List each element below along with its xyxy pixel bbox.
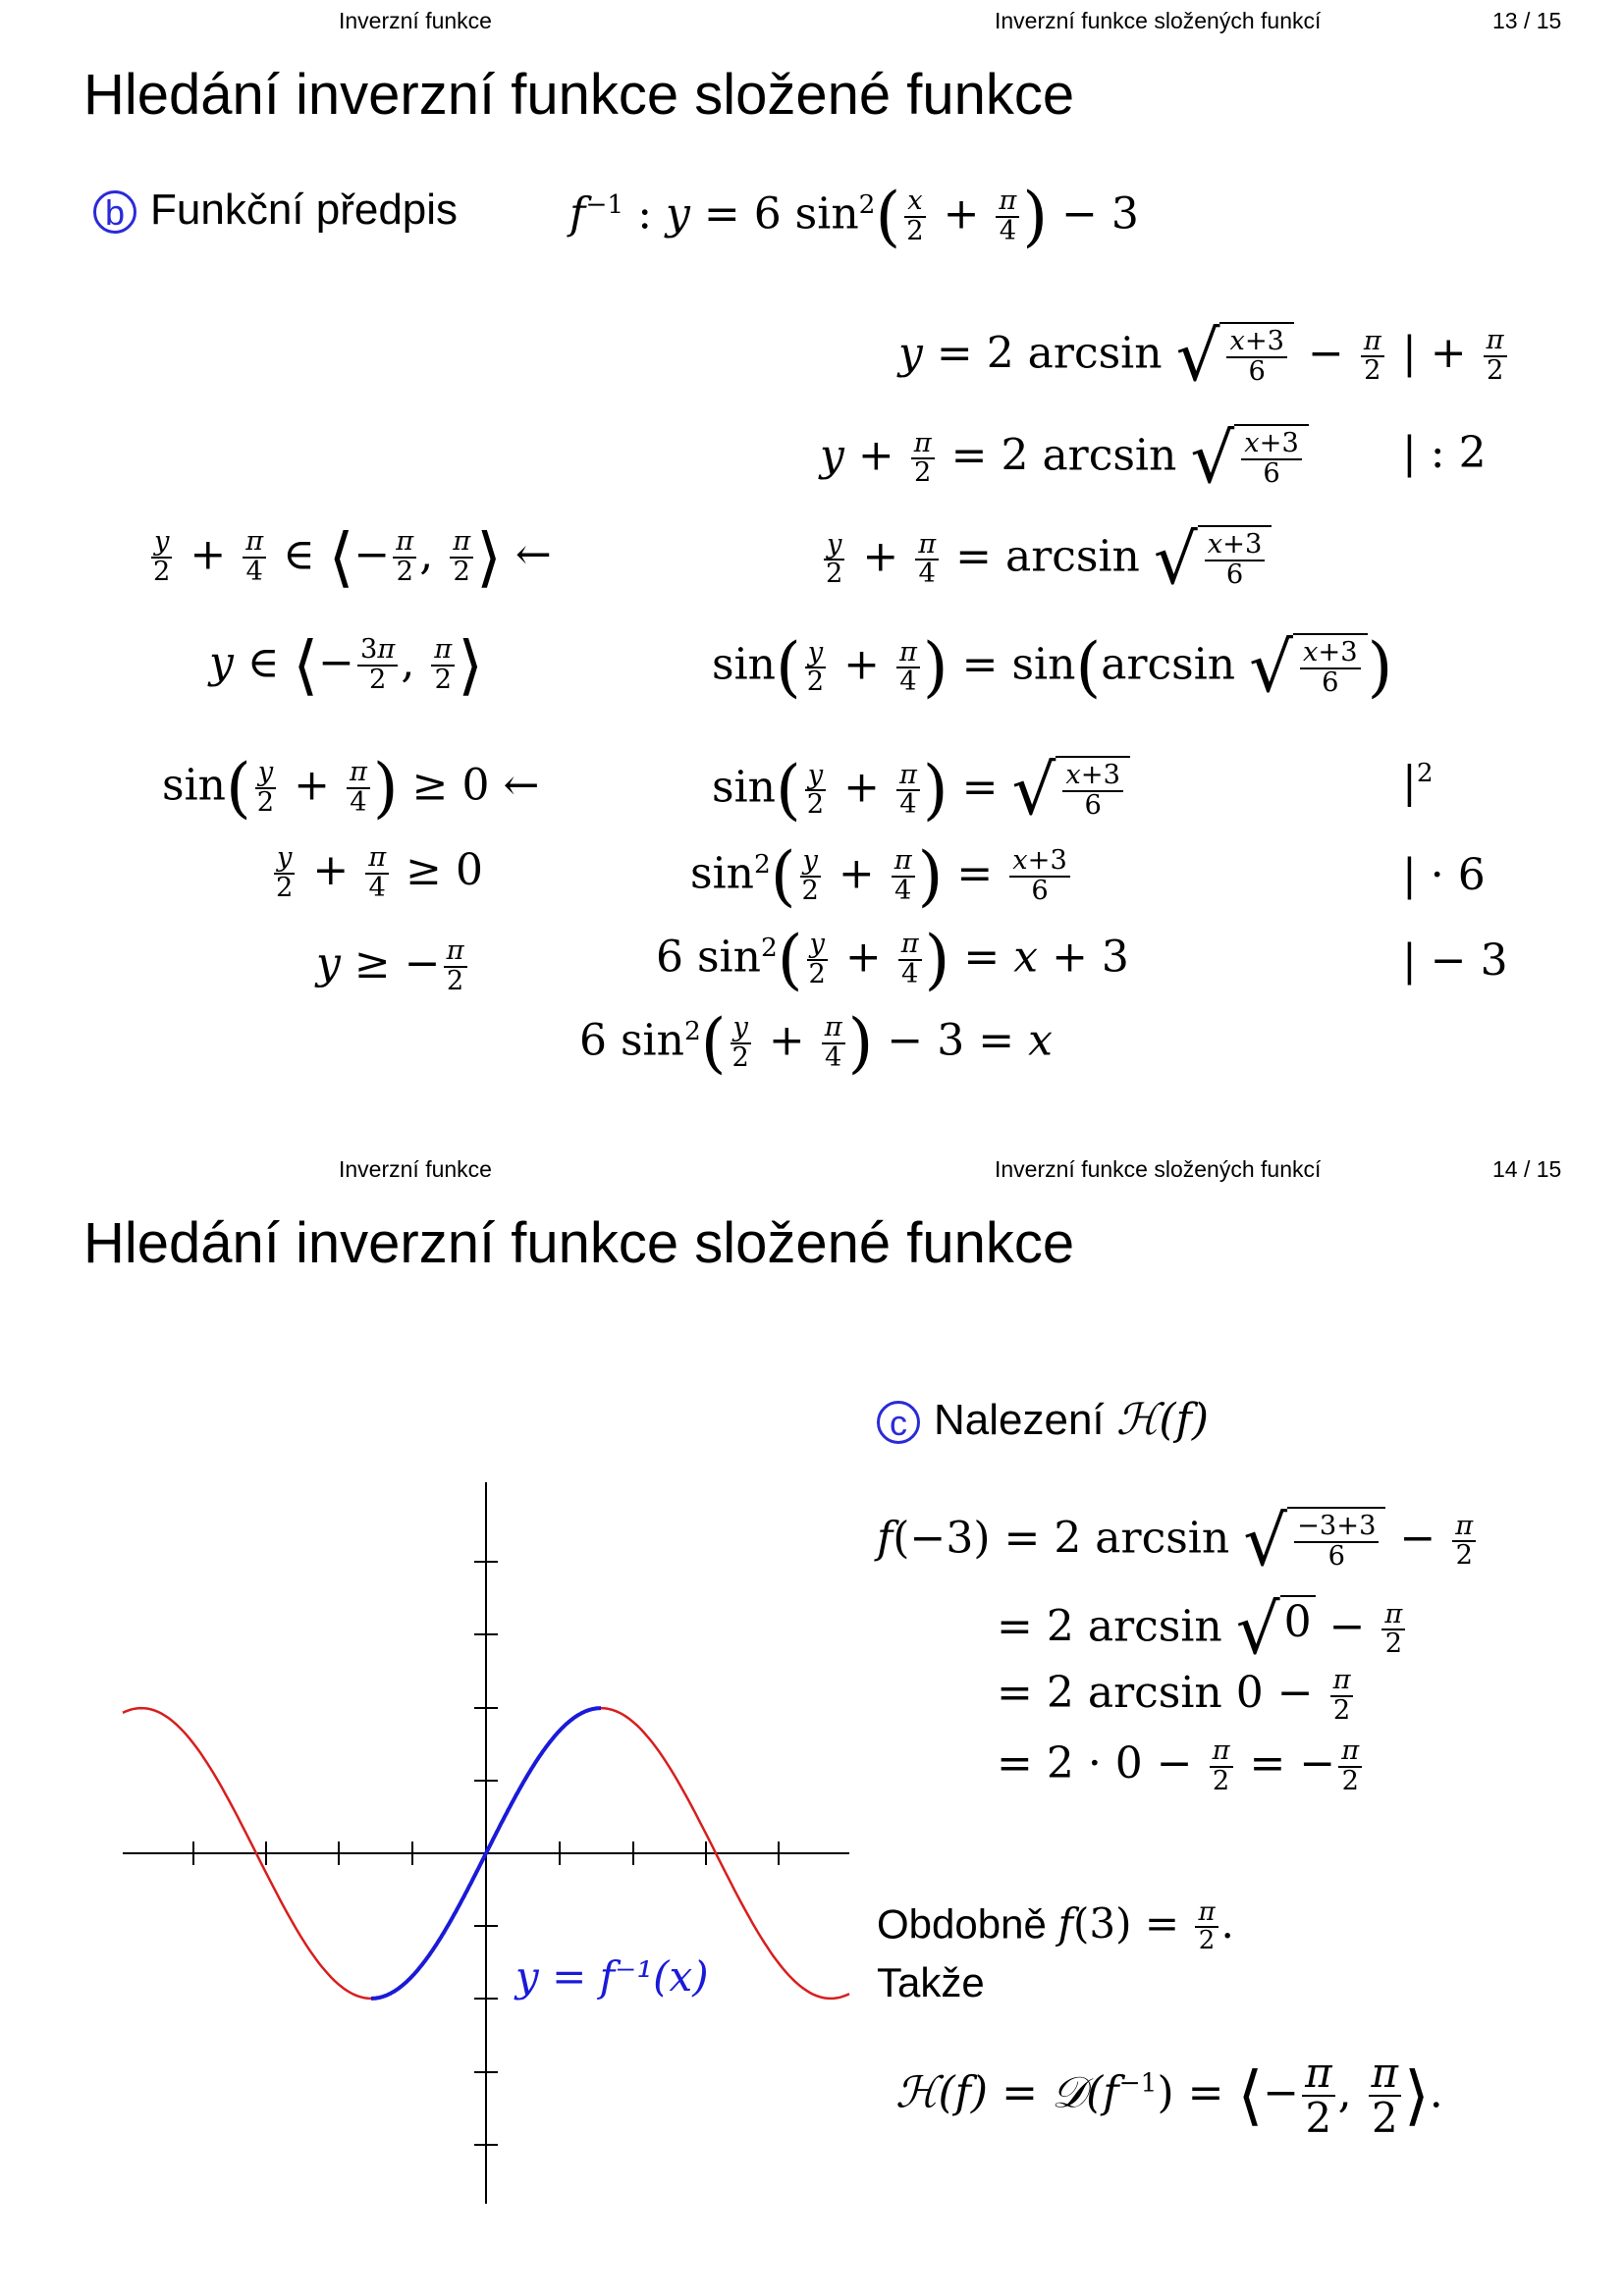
subtitle-b (93, 188, 458, 234)
marker-c-icon: c (877, 1401, 920, 1444)
eq-row-7: 6 $\sin^2$( $\frac{y}{2}$ + $\frac{\pi}{4}$ ) = x + 3 (656, 922, 1129, 997)
eq-row-2: y + $\frac{\pi}{2}$ = 2 arcsin √ $\frac{x+3}{6}$ (820, 424, 1309, 493)
sine-graph (113, 1472, 859, 2209)
subtitle-label: Nalezení (934, 1396, 1105, 1444)
calc-row-1: f(−3) = 2 arcsin √ $\frac{-3+3}{6}$ − $\frac{\pi}{2}$ (877, 1507, 1479, 1575)
plot-label: y = f⁻¹(x) (515, 1952, 709, 2001)
op-row-5: $|^2$ (1402, 757, 1434, 808)
op-row-2: | : 2 (1402, 428, 1487, 478)
eq-row-6: $\sin^2$( $\frac{y}{2}$ + $\frac{\pi}{4}$ ) = $\frac{x+3}{6}$ (690, 844, 1073, 909)
similarly-label: Obdobně (877, 1900, 1047, 1948)
subtitle-label: Funkční předpis (150, 186, 459, 234)
similarly-line: Obdobně f(3) = $\frac{\pi}{2}$ . (877, 1897, 1234, 1956)
eq-row-5: sin( $\frac{y}{2}$ + $\frac{\pi}{4}$ ) = √ $\frac{x+3}{6}$ (712, 756, 1130, 825)
slide-14 (0, 1148, 1624, 2296)
header-page-number: 13 / 15 (1492, 8, 1562, 33)
cond-row-2: y ∈ ⟨− $\frac{3\pi}{2}$ , $\frac{\pi}{2}$ ⟩ (209, 627, 483, 703)
slide-title: Hledání inverzní funkce složené funkce (83, 63, 1075, 127)
marker-b-icon: b (93, 190, 136, 234)
eq-row-1: y = 2 arcsin √ $\frac{x+3}{6}$ − $\frac{\pi}{2}$ (898, 322, 1387, 391)
cond-row-1: $\frac{y}{2}$ + $\frac{\pi}{4}$ ∈ ⟨− $\frac{\pi}{2}$ , $\frac{\pi}{2}$ ⟩ ← (147, 525, 552, 590)
cond-row-5: y ≥ − $\frac{\pi}{2}$ (316, 937, 470, 995)
calc-row-3: = 2 arcsin 0 − $\frac{\pi}{2}$ (997, 1667, 1356, 1725)
header-page-number: 14 / 15 (1492, 1156, 1562, 1182)
cond-row-3: sin( $\frac{y}{2}$ + $\frac{\pi}{4}$ ) ≥ 0 ← (162, 750, 540, 826)
op-row-1: | + $\frac{\pi}{2}$ (1402, 327, 1510, 385)
header-subsection: Inverzní funkce složených funkcí (995, 1156, 1322, 1182)
header-section: Inverzní funkce (339, 8, 492, 33)
header-subsection: Inverzní funkce složených funkcí (995, 8, 1322, 33)
eq-row-3: $\frac{y}{2}$ + $\frac{\pi}{4}$ = arcsin √ $\frac{x+3}{6}$ (820, 525, 1272, 594)
eq-row-8: 6 $\sin^2$( $\frac{y}{2}$ + $\frac{\pi}{4}$ ) − 3 = x (579, 1005, 1053, 1081)
cond-row-4: $\frac{y}{2}$ + $\frac{\pi}{4}$ ≥ 0 (270, 844, 483, 902)
op-row-7: | − 3 (1402, 935, 1508, 986)
thus-label: Takže (877, 1959, 985, 2005)
subtitle-c: c Nalezení ℋ(f) (877, 1399, 1209, 1444)
calc-row-4: = 2 · 0 − $\frac{\pi}{2}$ = − $\frac{\pi}{2}$ (997, 1737, 1365, 1795)
formula-inverse: $f^{-1}$ : y = 6 $\sin^2$( $\frac{x}{2}$ + $\frac{\pi}{4}$ ) − 3 (569, 179, 1139, 254)
eq-row-4: sin( $\frac{y}{2}$ + $\frac{\pi}{4}$ ) = sin(arcsin √ $\frac{x+3}{6}$ ) (712, 627, 1393, 708)
header-section: Inverzní funkce (339, 1156, 492, 1182)
calc-row-2: = 2 arcsin √ 0 − $\frac{\pi}{2}$ (997, 1595, 1408, 1664)
range-result: ℋ(f) = $𝒟(f^{-1})$ = ⟨− $\frac{\pi}{2}$ , $\frac{\pi}{2}$ ⟩. (895, 2049, 1443, 2142)
slide-title: Hledání inverzní funkce složené funkce (83, 1211, 1075, 1275)
op-row-6: | · 6 (1402, 850, 1486, 900)
